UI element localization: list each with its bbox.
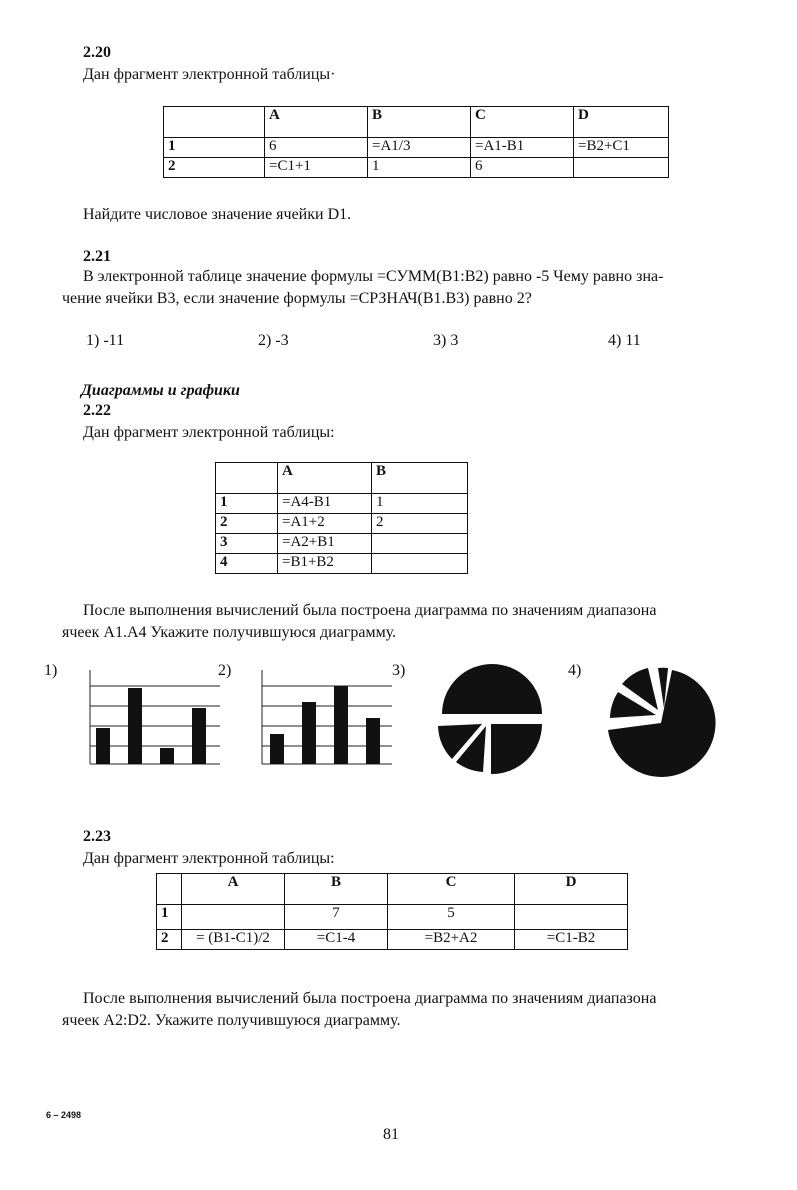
cell-A2: = (B1-C1)/2: [182, 930, 285, 950]
answer-option-2: 2) -3: [258, 332, 289, 349]
col-header: C: [388, 874, 515, 905]
col-header: B: [368, 107, 471, 138]
row-header: 2: [164, 158, 265, 178]
problem-number-2-23: 2.23: [83, 828, 111, 845]
row-header: 2: [216, 514, 278, 534]
bar-chart-option-1: [84, 664, 224, 768]
cell-C1: =A1-B1: [471, 138, 574, 158]
cell-D2: [574, 158, 669, 178]
col-header: D: [574, 107, 669, 138]
col-header: D: [515, 874, 628, 905]
cell-A3: =A2+B1: [278, 534, 372, 554]
problem-number-2-21: 2.21: [83, 248, 111, 265]
table-2-23: [156, 873, 628, 950]
table-2-20: [163, 106, 669, 178]
cell-B1: 7: [285, 905, 388, 930]
answer-option-3: 3) 3: [433, 332, 459, 349]
col-header: C: [471, 107, 574, 138]
bar-chart-option-2: [256, 664, 396, 768]
chart-option-label-1: 1): [44, 662, 58, 679]
cell-B2: 1: [368, 158, 471, 178]
bar: [160, 748, 174, 764]
pie-slice: [442, 664, 542, 714]
answer-option-4: 4) 11: [608, 332, 641, 349]
cell-D1: [515, 905, 628, 930]
problem-number-2-22: 2.22: [83, 402, 111, 419]
problem-2-23-after-line1: После выполнения вычислений была построена диаграмма по значениям диапазона: [83, 990, 657, 1007]
problem-2-21-line1: В электронной таблице значение формулы =СУММ(B1:B2) равно -5 Чему равно зна-: [83, 268, 664, 285]
corner-cell: [216, 463, 278, 494]
bar: [366, 718, 380, 764]
col-header: A: [265, 107, 368, 138]
chart-option-label-2: 2): [218, 662, 232, 679]
page-number: 81: [383, 1126, 399, 1143]
bar: [302, 702, 316, 764]
table-2-22: [215, 462, 468, 574]
problem-2-21-line2: чение ячейки В3, если значение формулы =СРЗНАЧ(В1.В3) равно 2?: [62, 290, 532, 307]
problem-2-23-intro: Дан фрагмент электронной таблицы:: [83, 850, 335, 867]
cell-B2: =C1-4: [285, 930, 388, 950]
cell-A1: [182, 905, 285, 930]
cell-A1: =A4-B1: [278, 494, 372, 514]
section-heading: Диаграммы и графики: [81, 382, 240, 399]
cell-C1: 5: [388, 905, 515, 930]
cell-B4: [372, 554, 468, 574]
chart-option-label-3: 3): [392, 662, 406, 679]
pie-chart-option-4: [598, 660, 724, 782]
problem-2-23-after-line2: ячеек A2:D2. Укажите получившуюся диаграмму.: [62, 1012, 401, 1029]
pie-chart-option-3: [428, 664, 554, 782]
row-header: 1: [157, 905, 182, 930]
cell-B1: 1: [372, 494, 468, 514]
bar: [192, 708, 206, 764]
row-header: 3: [216, 534, 278, 554]
chart-option-label-4: 4): [568, 662, 582, 679]
problem-number-2-20: 2.20: [83, 44, 111, 61]
cell-A2: =C1+1: [265, 158, 368, 178]
bar: [128, 688, 142, 764]
problem-2-20-intro: Дан фрагмент электронной таблицы·: [83, 66, 336, 83]
row-header: 1: [164, 138, 265, 158]
cell-B1: =A1/3: [368, 138, 471, 158]
cell-A2: =A1+2: [278, 514, 372, 534]
problem-2-20-question: Найдите числовое значение ячейки D1.: [83, 206, 352, 223]
bar: [270, 734, 284, 764]
col-header: A: [182, 874, 285, 905]
row-header: 4: [216, 554, 278, 574]
cell-C2: =B2+A2: [388, 930, 515, 950]
corner-cell: [164, 107, 265, 138]
row-header: 2: [157, 930, 182, 950]
cell-C2: 6: [471, 158, 574, 178]
col-header: A: [278, 463, 372, 494]
cell-D1: =B2+C1: [574, 138, 669, 158]
cell-D2: =C1-B2: [515, 930, 628, 950]
problem-2-22-after-line2: ячеек А1.А4 Укажите получившуюся диаграмму.: [62, 624, 397, 641]
col-header: B: [372, 463, 468, 494]
cell-A4: =B1+B2: [278, 554, 372, 574]
answer-option-1: 1) -11: [86, 332, 125, 349]
print-code: 6 – 2498: [46, 1110, 82, 1120]
row-header: 1: [216, 494, 278, 514]
bar: [96, 728, 110, 764]
problem-2-22-after-line1: После выполнения вычислений была построена диаграмма по значениям диапазона: [83, 602, 657, 619]
cell-B2: 2: [372, 514, 468, 534]
corner-cell: [157, 874, 182, 905]
pie-slice: [491, 724, 542, 774]
col-header: B: [285, 874, 388, 905]
problem-2-22-intro: Дан фрагмент электронной таблицы:: [83, 424, 335, 441]
cell-B3: [372, 534, 468, 554]
cell-A1: 6: [265, 138, 368, 158]
bar: [334, 686, 348, 764]
